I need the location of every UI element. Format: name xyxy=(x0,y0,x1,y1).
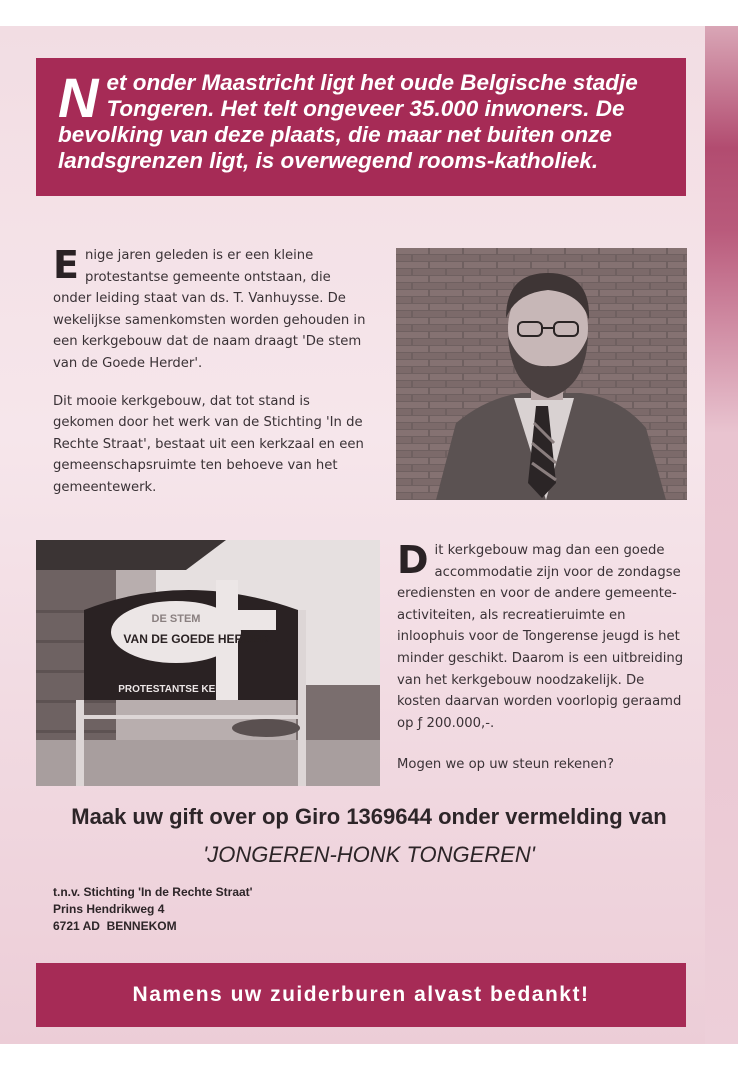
sign-line-2: VAN DE GOEDE HERDER xyxy=(123,632,269,646)
sign-line-3: PROTESTANTSE KERK xyxy=(118,684,230,695)
intro-text: et onder Maastricht ligt het oude Belgische stadje Tongeren. Het telt ongeveer 35.000 inwoners. De bevolking van deze plaats, die maar net buiten onze landsgrenzen ligt, is overwegend rooms-katholiek. xyxy=(58,70,638,173)
giro-instruction: Maak uw gift over op Giro 1369644 onder vermelding van xyxy=(71,804,667,829)
right-column xyxy=(397,540,691,792)
portrait-photo xyxy=(396,248,687,500)
address-line-3: 6721 AD BENNEKOM xyxy=(53,919,177,933)
church-photo xyxy=(36,540,380,786)
left-paragraph-1-text: nige jaren geleden is er een kleine protestantse gemeente ontstaan, die onder leiding staat van ds. T. Vanhuysse. De wekelijkse samenkomsten worden gehouden in een kerkgebouw dat de naam draagt 'De stem van de Goede Herder'. xyxy=(53,248,366,371)
address-line-1: t.n.v. Stichting 'In de Rechte Straat' xyxy=(53,885,253,899)
portrait-illustration xyxy=(396,248,687,500)
left-paragraph-1 xyxy=(53,245,369,375)
side-strip xyxy=(705,26,738,1044)
giro-reference: 'JONGEREN-HONK TONGEREN' xyxy=(203,842,535,867)
intro-dropcap: N xyxy=(58,66,99,129)
intro-banner xyxy=(36,58,686,196)
address-line-2: Prins Hendrikweg 4 xyxy=(53,902,165,916)
right-dropcap: D xyxy=(397,538,429,582)
address-block xyxy=(53,884,253,935)
left-column xyxy=(53,245,369,515)
church-sign-illustration xyxy=(36,540,380,786)
right-paragraph-1 xyxy=(397,540,691,734)
sign-line-1: DE STEM xyxy=(151,613,201,625)
left-dropcap: E xyxy=(53,243,79,287)
closing-banner: Namens uw zuiderburen alvast bedankt! xyxy=(36,963,686,1027)
right-paragraph-1-text: it kerkgebouw mag dan een goede accommodatie zijn voor de zondagse erediensten en voor de andere gemeente-activiteiten, als recreatieruimte en inloophuis voor de Tongerense jeugd is het minder geschikt. Daarom is een uitbreiding van het kerkgebouw noodzakelijk. De kosten daarvan worden voorlopig geraamd op ƒ 200.000,-. xyxy=(397,543,684,731)
left-paragraph-2: Dit mooie kerkgebouw, dat tot stand is gekomen door het werk van de Stichting 'In de Rechte Straat', bestaat uit een kerkzaal en een gemeenschapsruimte ten behoeve van het gemeentewerk. xyxy=(53,393,364,495)
right-paragraph-2: Mogen we op uw steun rekenen? xyxy=(397,757,614,773)
